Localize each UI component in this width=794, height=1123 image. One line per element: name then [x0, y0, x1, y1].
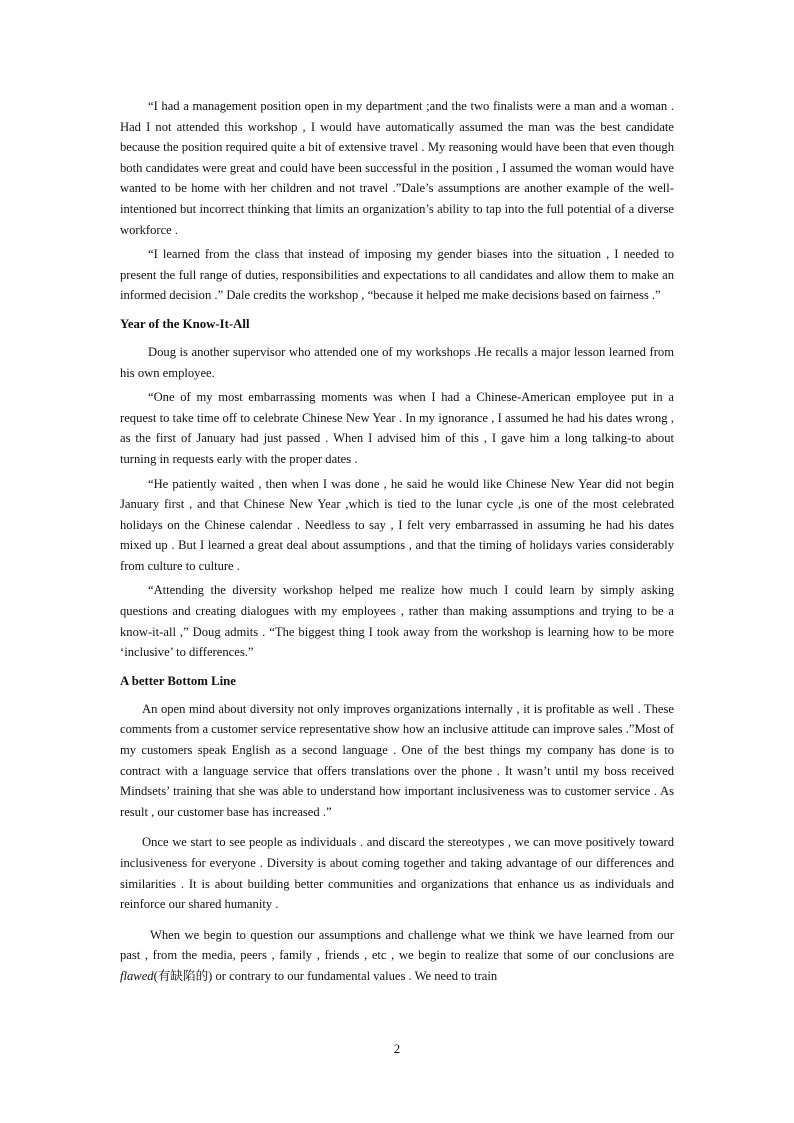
paragraph-text-continued: or contrary to our fundamental values . We need to train	[212, 968, 498, 983]
heading-know-it-all: Year of the Know-It-All	[120, 316, 250, 331]
page-body	[120, 96, 674, 991]
paragraph-doug-embarrassing: “One of my most embarrassing moments was when I had a Chinese-American employee put in a request to take time off to celebrate Chinese New Year . In my ignorance , I assumed he had his dates wrong , as the first of January had just passed . When I advised him of this , I gave him a long talking-to about turning in requests early with the proper dates .	[120, 390, 674, 466]
paragraph-question-assumptions	[120, 925, 674, 987]
page-number: 2	[393, 1042, 401, 1056]
paragraph-doug-attending: “Attending the diversity workshop helped me realize how much I could learn by simply asking questions and creating dialogues with my employees , rather than making assumptions and trying to be a know-it-all ,” Doug admits . “The biggest thing I took away from the workshop is learning how to be more ‘inclusive’ to differences.”	[120, 583, 674, 660]
paragraph-dale-quote: “I had a management position open in my department ;and the two finalists were a man and a woman . Had I not attended this workshop , I would have automatically assumed the man was the best candidate because the position required quite a bit of extensive travel . My reasoning would have been that even though both candidates were great and could have been successful in the position , I assumed the woman would have wanted to be home with her children and not travel .”Dale’s assumptions are another example of the well-intentioned but incorrect thinking that limits an organization’s ability to tap into the full potential of a diverse workforce .	[120, 99, 674, 237]
paragraph-doug-patiently: “He patiently waited , then when I was done , he said he would like Chinese New Year did not begin January first , and that Chinese New Year ,which is tied to the lunar cycle ,is one of the most celebrated holidays on the Chinese calendar . Needless to say , I felt very embarrassed in assuming he had his dates mixed up . But I learned a great deal about assumptions , and that the timing of holidays varies considerably from culture to culture .	[120, 476, 674, 573]
paragraph-doug-intro: Doug is another supervisor who attended one of my workshops .He recalls a major lesson learned from his own employee.	[120, 344, 674, 380]
heading-bottom-line: A better Bottom Line	[120, 673, 236, 688]
paragraph-dale-lesson: “I learned from the class that instead of imposing my gender biases into the situation , I needed to present the full range of duties, responsibilities and expectations to all candidates and allow them to make an informed decision .” Dale credits the workshop , “because it helped me make decisions based on fairness .”	[120, 247, 674, 303]
paragraph-individuals: Once we start to see people as individuals . and discard the stereotypes , we can move positively toward inclusiveness for everyone . Diversity is about coming together and taking advantage of our differences and similarities . It is about building better communities and organizations that enhance us as individuals and reinforce our shared humanity .	[120, 835, 674, 912]
paragraph-open-mind: An open mind about diversity not only improves organizations internally , it is profitable as well . These comments from a customer service representative show how an inclusive attitude can improve sales .”Most of my customers speak English as a second language . One of the best things my company has done is to contract with a language service that offers translations over the phone . It wasn’t until my boss received Mindsets’ training that she was able to understand how important inclusiveness was to customer service . As result , our customer base has increased .”	[120, 701, 674, 819]
paragraph-text: When we begin to question our assumptions and challenge what we think we have learned from our past , from the media, peers , family , friends , etc , we begin to realize that some of our conclusions are	[120, 927, 674, 963]
flawed-term: flawed	[120, 968, 154, 983]
chinese-gloss: (有缺陷的)	[153, 968, 213, 983]
